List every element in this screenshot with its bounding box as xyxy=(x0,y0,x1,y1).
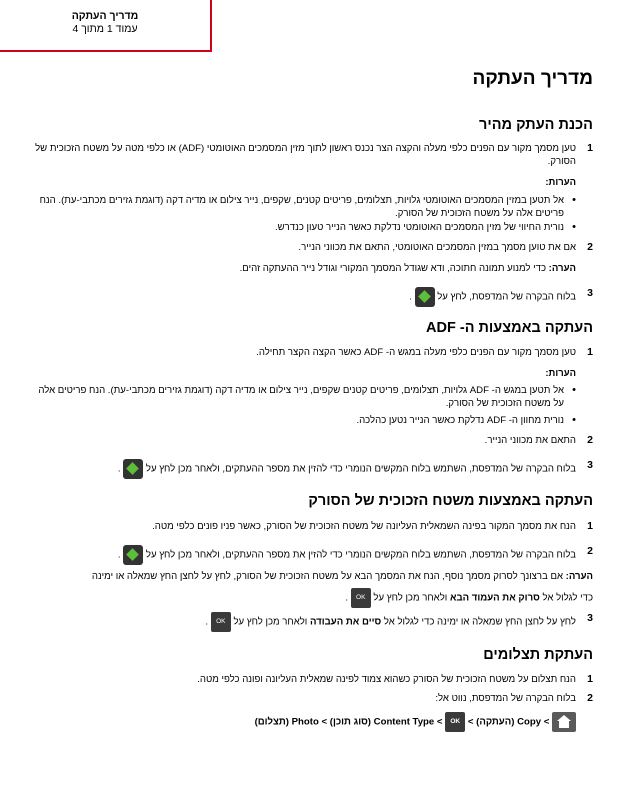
section-heading-quick-copy: הכנת העתק מהיר xyxy=(479,117,593,133)
step-number: 1 xyxy=(587,346,593,358)
note-text: כדי למנוע תמונה חתוכה, ודא שגודל המסמך המקורי וגודל נייר ההעתקה זהים. xyxy=(239,263,546,274)
ok-button-icon: OK xyxy=(351,588,371,608)
header-title: מדריך העתקה xyxy=(71,10,139,22)
glass-step-2 xyxy=(26,545,593,565)
quick-step-1 xyxy=(26,142,593,168)
step-text: לחץ על לחצן החץ שמאלה או ימינה כדי לגלול אל xyxy=(383,616,576,628)
glass-step-3 xyxy=(26,612,593,632)
quick-step-3 xyxy=(26,287,593,307)
step-number: 3 xyxy=(587,459,593,471)
note-label: הערה: xyxy=(548,263,576,274)
step-number: 3 xyxy=(587,287,593,299)
home-icon xyxy=(552,712,576,732)
ok-button-icon: OK xyxy=(211,612,231,632)
step-text: בלוח הבקרה של המדפסת, לחץ על xyxy=(437,291,576,303)
step-punct: . xyxy=(205,616,209,628)
step-punct: . xyxy=(117,463,121,475)
adf-notes-label: הערות: xyxy=(545,368,576,379)
glass-note-line-2 xyxy=(26,588,593,608)
adf-step-1 xyxy=(26,346,593,359)
quick-step-2 xyxy=(26,241,593,254)
photos-step-1 xyxy=(26,673,593,686)
note-text: כדי לגלול אל xyxy=(542,592,593,604)
start-button-icon xyxy=(123,545,143,565)
ok-button-icon: OK xyxy=(445,712,465,732)
menu-path-content-type-photo: > Content Type (סוג תוכן) > Photo (תצלום) xyxy=(254,716,443,728)
step-number: 2 xyxy=(587,434,593,446)
step-punct: . xyxy=(409,291,412,303)
running-header xyxy=(0,0,212,52)
step-text: בלוח הבקרה של המדפסת, השתמש בלוח המקשים הנומרי כדי להזין את מספר ההעתקים, ולאחר מכן לחץ על xyxy=(145,463,576,475)
menu-item-scan-next-page: סרוק את העמוד הבא xyxy=(449,592,540,604)
step-punct: . xyxy=(117,549,121,561)
photos-step-2 xyxy=(26,692,593,705)
section-heading-scanner-glass: העתקה באמצעות משטח הזכוכית של הסורק xyxy=(308,493,593,509)
step-text: אם את טוען מסמך במזין המסמכים האוטומטי, התאם את מכווני הנייר. xyxy=(298,242,576,253)
menu-path-copy: > Copy (העתקה) > xyxy=(467,716,550,728)
step-text: טען מסמך מקור עם הפנים כלפי מעלה והקצה הצר נכנס ראשון לתוך מזין המסמכים האוטומטי (ADF) או כלפי מטה על משטח הזכוכית של הסורק. xyxy=(35,143,576,167)
start-button-icon xyxy=(415,287,435,307)
start-button-icon xyxy=(123,459,143,479)
adf-step-2 xyxy=(26,434,593,447)
section-heading-adf: העתקה באמצעות ה- ADF xyxy=(426,320,593,336)
step-text: הנח את מסמך המקור בפינה השמאלית העליונה של משטח הזכוכית של הסורק, כאשר פניו פונים כלפי מטה. xyxy=(152,521,576,532)
note-text-line-1: אם ברצונך לסרוק מסמך נוסף, הנח את המסמך הבא על משטח הזכוכית של הסורק, לחץ על לחצן החץ שמאלה או ימינה xyxy=(91,571,563,582)
menu-item-finish-job: סיים את העבודה xyxy=(309,616,382,628)
adf-note-bullet-2: • נורית מחוון ה- ADF נדלקת כאשר הנייר נטען כהלכה. xyxy=(26,414,576,427)
quick-note-bullet-2: • נורית החיווי של מזין המסמכים האוטומטי נדלקת כאשר הנייר טעון כנדרש. xyxy=(26,221,576,234)
adf-step-3 xyxy=(26,459,593,479)
step-number: 2 xyxy=(587,241,593,253)
note-label: הערה: xyxy=(565,571,593,582)
glass-note xyxy=(26,570,593,583)
step-text: ולאחר מכן לחץ על xyxy=(233,616,308,628)
step-text: בלוח הבקרה של המדפסת, נווט אל: xyxy=(435,693,576,704)
step-number: 3 xyxy=(587,612,593,624)
adf-note-bullet-1: • אל תטען במגש ה- ADF גלויות, תצלומים, פריטים קטנים שקפים, נייר צילום או מדיה דקה (דוגמת גזירים מכתבי-עת). הנח פריטים אלה על משטח הזכוכית של הסורק. xyxy=(26,384,576,410)
step-number: 1 xyxy=(587,142,593,154)
step-text: התאם את מכווני הנייר. xyxy=(484,435,576,446)
step-number: 1 xyxy=(587,673,593,685)
quick-note xyxy=(26,262,593,275)
step-number: 2 xyxy=(587,545,593,557)
quick-note-bullet-1: • אל תטען במזין המסמכים האוטומטי גלויות, תצלומים, פריטים קטנים, שקפים, נייר צילום או מדיה דקה (דוגמת גזירים מכתבי-עת). הנח פריטים אלה על משטח הזכוכית של הסורק. xyxy=(26,194,576,220)
page-title: מדריך העתקה xyxy=(472,68,593,89)
step-number: 1 xyxy=(587,520,593,532)
step-text: טען מסמך מקור עם הפנים כלפי מעלה במגש ה- ADF כאשר הקצה הקצר תחילה. xyxy=(256,347,576,358)
quick-notes-label: הערות: xyxy=(545,177,576,188)
section-heading-photos: העתקת תצלומים xyxy=(483,647,593,663)
glass-step-1 xyxy=(26,520,593,533)
note-punct: . xyxy=(345,592,349,604)
note-text: ולאחר מכן לחץ על xyxy=(373,592,448,604)
photos-menu-path xyxy=(26,712,593,732)
step-text: הנח תצלום על משטח הזכוכית של הסורק כשהוא צמוד לפינה שמאלית העליונה ופונה כלפי מטה. xyxy=(197,674,576,685)
header-page-number: עמוד 1 מתוך 4 xyxy=(72,23,138,35)
step-number: 2 xyxy=(587,692,593,704)
step-text: בלוח הבקרה של המדפסת, השתמש בלוח המקשים הנומרי כדי להזין את מספר ההעתקים, ולאחר מכן לחץ על xyxy=(145,549,576,561)
